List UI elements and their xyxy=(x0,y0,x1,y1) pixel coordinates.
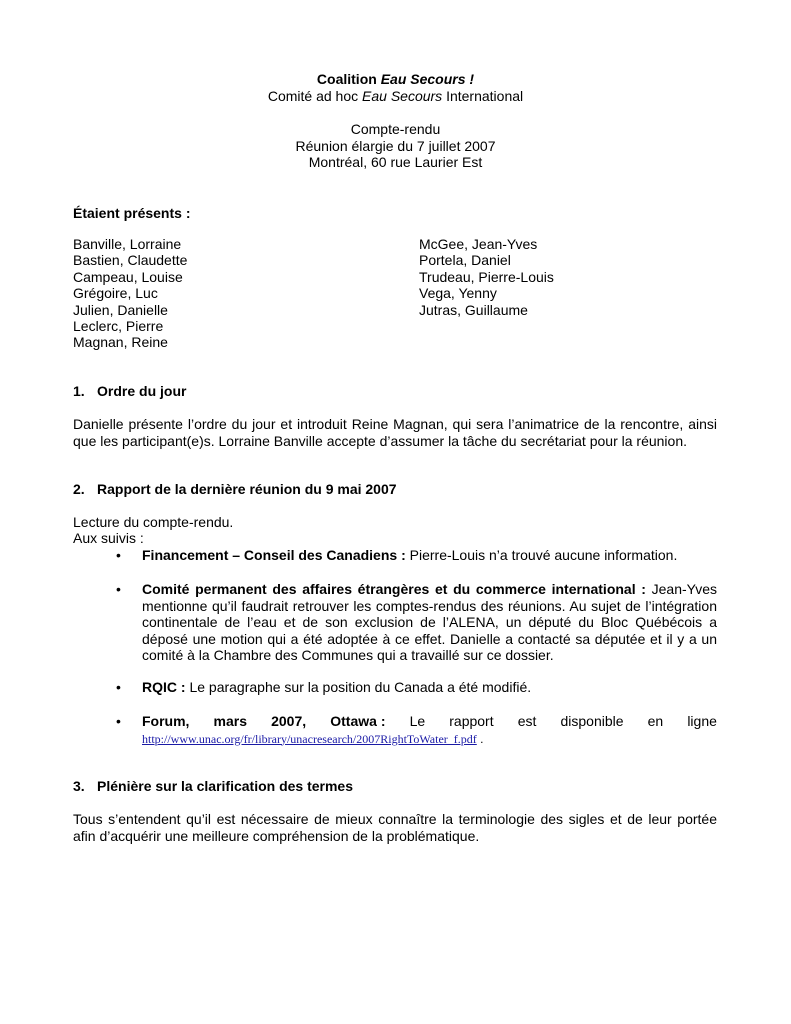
attendee: Jutras, Guillaume xyxy=(419,301,528,318)
header-report-type: Compte-rendu xyxy=(350,121,441,137)
followup-item-rqic: RQIC : Le paragraphe sur la position du Canada a été modifié. xyxy=(142,679,532,695)
header-location: Montréal, 60 rue Laurier Est xyxy=(308,154,483,170)
section-3-text: Tous s’entendent qu’il est nécessaire de mieux connaître la terminologie des sigles et de leur portée afin d’acquérir une meilleure compréhension de la problématique. xyxy=(73,811,717,844)
attendee: Portela, Daniel xyxy=(419,252,511,269)
bullet-icon: • xyxy=(116,581,121,597)
followup-item-forum xyxy=(142,713,717,747)
header-title: Coalition Eau Secours ! xyxy=(316,71,475,87)
attendee: Campeau, Louise xyxy=(73,268,183,285)
attendee: Bastien, Claudette xyxy=(73,252,188,269)
section-1-heading: 1. Ordre du jour xyxy=(73,383,187,399)
bullet-icon: • xyxy=(116,713,121,729)
attendees-heading: Étaient présents : xyxy=(73,205,191,221)
followup-item-comite-permanent: Comité permanent des affaires étrangères et du commerce international : Jean-Yves mentionne qu’il faudrait retrouver les comptes-rendus des réunions. Au sujet de l’intégration continentale de l’eau et de son exclusion de l’ALENA, un député du Bloc Québécois a déposé une motion qui a été adoptée à ce effet. Danielle a contacté sa députée et il y a un comité à la Chambre des Communes qui a travaillé sur ce dossier. xyxy=(142,581,718,663)
attendees-left-column xyxy=(73,236,187,351)
section-2-followups-label: Aux suivis : xyxy=(73,530,144,546)
report-link[interactable]: http://www.unac.org/fr/library/unacresearch/2007RightToWater_f.pdf xyxy=(142,731,477,746)
attendees-right-column xyxy=(419,236,554,318)
attendee: Leclerc, Pierre xyxy=(73,318,164,335)
document-subheader xyxy=(0,121,791,171)
section-1-text: Danielle présente l’ordre du jour et introduit Reine Magnan, qui sera l’animatrice de la rencontre, ainsi que les participant(e)s. Lorraine Banville accepte d’assumer la tâche du secrétariat pour la réunion. xyxy=(73,416,717,449)
bullet-icon: • xyxy=(116,547,121,563)
attendee: Grégoire, Luc xyxy=(73,285,158,302)
section-2-heading: 2. Rapport de la dernière réunion du 9 mai 2007 xyxy=(73,481,397,497)
bullet-icon: • xyxy=(116,679,121,695)
document-header xyxy=(0,71,791,104)
attendee: Trudeau, Pierre-Louis xyxy=(419,268,554,285)
followup-item-financement: Financement – Conseil des Canadiens : Pierre-Louis n’a trouvé aucune information. xyxy=(142,547,678,563)
section-3-heading: 3. Plénière sur la clarification des termes xyxy=(73,778,354,794)
header-meeting-date: Réunion élargie du 7 juillet 2007 xyxy=(295,137,496,154)
header-committee: Comité ad hoc Eau Secours International xyxy=(267,87,524,104)
section-2-reading: Lecture du compte-rendu. xyxy=(73,514,234,530)
attendee: Banville, Lorraine xyxy=(73,236,182,252)
attendee: McGee, Jean-Yves xyxy=(419,236,538,252)
attendee: Vega, Yenny xyxy=(419,285,497,302)
forum-line: Forum, mars 2007, Ottawa : Le rapport est disponible en ligne xyxy=(142,713,717,729)
attendee: Julien, Danielle xyxy=(73,301,168,318)
attendee: Magnan, Reine xyxy=(73,334,168,351)
forum-link-line: http://www.unac.org/fr/library/unacresearch/2007RightToWater_f.pdf . xyxy=(142,731,484,746)
